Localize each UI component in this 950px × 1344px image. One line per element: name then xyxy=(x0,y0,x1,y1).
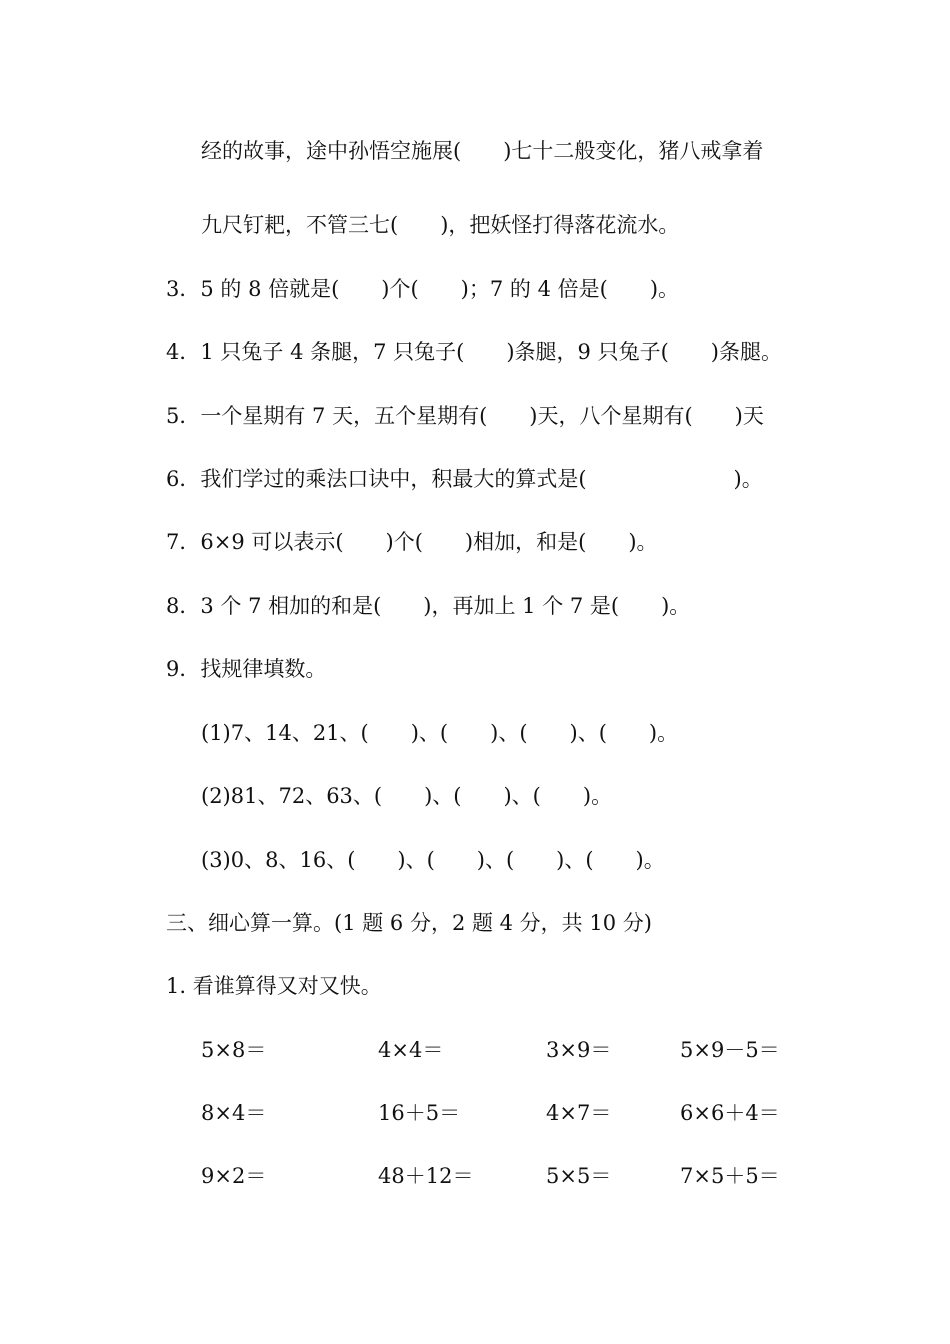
calc-item: 6×6＋4＝ xyxy=(680,1101,780,1125)
question-5: 5．一个星期有 7 天，五个星期有( )天，八个星期有( )天 xyxy=(166,404,764,428)
question-3: 3．5 的 8 倍就是( )个( )；7 的 4 倍是( )。 xyxy=(166,277,680,301)
story-line-1: 经的故事，途中孙悟空施展( )七十二般变化，猪八戒拿着 xyxy=(201,139,764,163)
calc-item: 4×4＝ xyxy=(378,1038,444,1062)
pattern-1: (1)7、14、21、( )、( )、( )、( )。 xyxy=(201,721,679,745)
calc-item: 9×2＝ xyxy=(201,1164,267,1188)
question-8: 8．3 个 7 相加的和是( )，再加上 1 个 7 是( )。 xyxy=(166,594,691,618)
story-line-2: 九尺钉耙，不管三七( )，把妖怪打得落花流水。 xyxy=(201,213,680,237)
question-7: 7．6×9 可以表示( )个( )相加，和是( )。 xyxy=(166,530,658,554)
calc-item: 48＋12＝ xyxy=(378,1164,474,1188)
pattern-2: (2)81、72、63、( )、( )、( )。 xyxy=(201,784,613,808)
calc-instruction: 1. 看谁算得又对又快。 xyxy=(166,974,382,998)
question-6: 6．我们学过的乘法口诀中，积最大的算式是( )。 xyxy=(166,467,763,491)
section-3-heading: 三、细心算一算。(1 题 6 分，2 题 4 分，共 10 分) xyxy=(166,911,652,935)
calc-item: 4×7＝ xyxy=(546,1101,612,1125)
calc-item: 7×5＋5＝ xyxy=(680,1164,780,1188)
question-4: 4．1 只兔子 4 条腿，7 只兔子( )条腿，9 只兔子( )条腿。 xyxy=(166,340,782,364)
question-9: 9．找规律填数。 xyxy=(166,657,327,681)
calc-item: 5×8＝ xyxy=(201,1038,267,1062)
calc-item: 5×9－5＝ xyxy=(680,1038,780,1062)
pattern-3: (3)0、8、16、( )、( )、( )、( )。 xyxy=(201,848,665,872)
calc-item: 8×4＝ xyxy=(201,1101,267,1125)
calc-item: 3×9＝ xyxy=(546,1038,612,1062)
calc-item: 5×5＝ xyxy=(546,1164,612,1188)
calc-item: 16＋5＝ xyxy=(378,1101,461,1125)
